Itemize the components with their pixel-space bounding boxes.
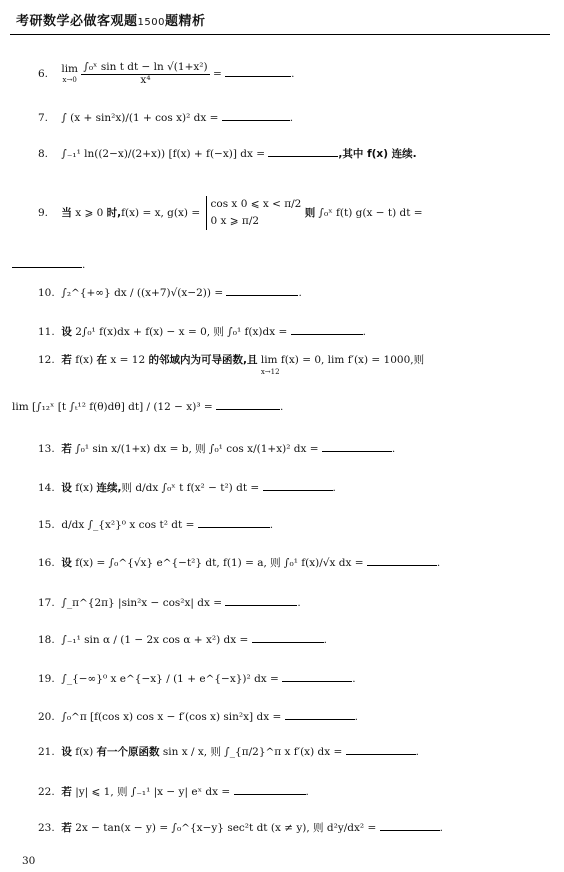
answer-blank[interactable] [291, 333, 363, 335]
period: . [415, 746, 419, 758]
given-limits: lim f(x) = 0, lim f′(x) = 1000,则 [260, 354, 425, 366]
piecewise-case-1: cos x 0 ⩽ x < π/2 [210, 198, 302, 210]
problem-9-answer-line [12, 260, 85, 272]
problem-number: 12. [38, 354, 55, 366]
problem-number: 15. [38, 519, 55, 531]
problem-expression: ∫₀ˣ f(t) g(x − t) dt = [318, 206, 423, 219]
header-title-suffix: 题精析 [164, 14, 206, 29]
problem-number: 14. [38, 482, 55, 494]
period: . [297, 597, 301, 609]
period: . [352, 673, 356, 685]
problem-expression: ∫_π^{2π} |sin²x − cos²x| dx = [61, 597, 223, 609]
problem-16 [38, 558, 440, 570]
answer-blank[interactable] [367, 564, 437, 566]
problem-10 [38, 288, 302, 300]
problem-expression: ∫₂^{+∞} dx / ((x+7)√(x−2)) = [61, 287, 224, 299]
problem-expression: ∫₋₁¹ sin α / (1 − 2x cos α + x²) dx = [61, 634, 249, 646]
problem-expression: ∫ (x + sin²x)/(1 + cos x)² dx = [61, 112, 219, 124]
problem-number: 7. [38, 112, 49, 124]
problem-20 [38, 712, 358, 724]
equals-sign: = [212, 68, 222, 81]
problem-number: 21. [38, 746, 55, 758]
answer-blank[interactable] [380, 829, 440, 831]
header-title [16, 10, 205, 29]
function-symbol: f(x) [75, 482, 94, 494]
problem-18 [38, 635, 327, 647]
problem-23 [38, 823, 443, 835]
answer-blank[interactable] [216, 408, 280, 410]
answer-blank[interactable] [285, 718, 355, 720]
limit-subscript: x→0 [62, 76, 77, 85]
problem-11 [38, 327, 366, 339]
problem-19 [38, 674, 356, 686]
function-symbol: f(x) [75, 354, 94, 366]
answer-blank[interactable] [226, 294, 298, 296]
problem-expression: lim [∫₁₂ˣ [t ∫ₜ¹² f(θ)dθ] dt] / (12 − x)³ = [12, 401, 213, 413]
problem-number: 8. [38, 148, 49, 160]
problem-expression: |y| ⩽ 1, 则 ∫₋₁¹ |x − y| eˣ dx = [75, 786, 231, 798]
problem-lead-word-2: 时, [106, 206, 122, 219]
problem-15 [38, 520, 273, 532]
answer-blank[interactable] [346, 753, 416, 755]
answer-blank[interactable] [222, 119, 290, 121]
problem-number: 9. [38, 206, 49, 219]
point-value: x = 12 [110, 354, 146, 366]
problem-8 [38, 149, 417, 161]
piecewise-function [206, 196, 302, 230]
problem-number: 6. [38, 68, 49, 81]
limit-fraction [81, 62, 209, 86]
problem-12-line-2 [12, 402, 283, 414]
continuity-word: 连续, [96, 482, 122, 494]
problem-17 [38, 598, 301, 610]
problem-description: 有一个原函数 [96, 746, 160, 758]
problem-number: 19. [38, 673, 55, 685]
problem-lead-word: 设 [61, 326, 72, 338]
problem-expression: f(x) = ∫₀^{√x} e^{−t²} dt, f(1) = a, 则 ∫₀¹ f(x)/√x dx = [75, 557, 364, 569]
period: . [391, 443, 396, 455]
problem-expression: 2∫₀¹ f(x)dx + f(x) − x = 0, 则 ∫₀¹ f(x)dx = [75, 326, 288, 338]
period: . [332, 482, 336, 494]
page-header [10, 6, 550, 35]
problem-lead-word: 若 [61, 786, 72, 798]
period: . [323, 634, 327, 646]
problem-then-word: 则 [304, 206, 316, 219]
answer-blank[interactable] [234, 793, 306, 795]
problem-lead-word: 设 [61, 746, 72, 758]
function-definitions: f(x) = x, g(x) = [121, 206, 201, 219]
problem-22 [38, 787, 309, 799]
problem-number: 23. [38, 822, 55, 834]
problem-number: 13. [38, 443, 55, 455]
problem-9 [38, 196, 423, 230]
problem-lead-word: 若 [61, 354, 72, 366]
problem-number: 10. [38, 287, 55, 299]
problem-number: 17. [38, 597, 55, 609]
answer-blank[interactable] [225, 75, 291, 77]
period: . [291, 68, 295, 81]
period: . [439, 822, 443, 834]
problem-lead-word: 当 [61, 206, 72, 219]
answer-blank[interactable] [322, 450, 392, 452]
problem-expression: 2x − tan(x − y) = ∫₀^{x−y} sec²t dt (x ≠ y), 则 d²y/dx² = [75, 822, 377, 834]
problem-expression: 则 d/dx ∫₀ˣ t f(x² − t²) dt = [121, 482, 260, 494]
problem-21 [38, 747, 419, 759]
answer-blank[interactable] [225, 604, 297, 606]
problem-lead-word: 若 [61, 443, 72, 455]
problem-expression: ∫₋₁¹ ln((2−x)/(2+x)) [f(x) + f(−x)] dx = [61, 148, 266, 160]
problem-number: 22. [38, 786, 55, 798]
problem-expression: sin x / x, 则 ∫_{π/2}^π x f′(x) dx = [162, 746, 343, 758]
period: . [436, 557, 441, 569]
limit-subscript: x→12 [260, 367, 280, 376]
header-title-count: 1500 [137, 17, 165, 28]
function-symbol: f(x) [75, 746, 94, 758]
problem-6 [38, 62, 294, 86]
problem-expression: ∫_{−∞}⁰ x e^{−x} / (1 + e^{−x})² dx = [61, 673, 279, 685]
problem-lead-word: 设 [61, 482, 72, 494]
problem-number: 11. [38, 326, 55, 338]
problem-lead-word: 设 [61, 557, 72, 569]
answer-blank[interactable] [282, 680, 352, 682]
period: . [82, 259, 86, 271]
problem-expression: d/dx ∫_{x²}⁰ x cos t² dt = [61, 519, 195, 531]
problem-number: 18. [38, 634, 55, 646]
problem-tail-text: ,其中 f(x) 连续. [338, 148, 417, 160]
page-number: 30 [22, 855, 36, 867]
problem-7 [38, 113, 293, 125]
fraction-numerator: ∫₀ˣ sin t dt − ln √(1+x²) [83, 61, 208, 73]
answer-blank[interactable] [198, 526, 270, 528]
period: . [289, 112, 294, 124]
problem-14 [38, 483, 336, 495]
fraction-denominator: x⁴ [140, 73, 151, 86]
period: . [362, 326, 366, 338]
header-title-prefix: 考研数学必做客观题 [16, 14, 138, 29]
problem-expression: ∫₀^π [f(cos x) cos x − f′(cos x) sin²x] dx = [61, 711, 282, 723]
problem-description: 的邻域内为可导函数,且 [148, 354, 258, 366]
problem-number: 16. [38, 557, 55, 569]
connector-word: 在 [96, 354, 108, 366]
problem-condition: x ⩾ 0 [75, 206, 104, 219]
limit-operator: lim [61, 62, 79, 75]
period: . [354, 711, 358, 723]
problem-number: 20. [38, 711, 55, 723]
piecewise-case-2: 0 x ⩾ π/2 [210, 214, 260, 227]
answer-blank[interactable] [252, 641, 324, 643]
answer-blank[interactable] [263, 489, 333, 491]
problem-12 [38, 355, 424, 376]
period: . [298, 287, 302, 299]
answer-blank[interactable] [12, 266, 82, 268]
problem-expression: ∫₀¹ sin x/(1+x) dx = b, 则 ∫₀¹ cos x/(1+x)² dx = [75, 443, 319, 455]
period: . [280, 401, 284, 413]
period: . [269, 519, 274, 531]
problem-13 [38, 444, 395, 456]
problem-lead-word: 若 [61, 822, 72, 834]
period: . [305, 786, 309, 798]
answer-blank[interactable] [268, 155, 338, 157]
